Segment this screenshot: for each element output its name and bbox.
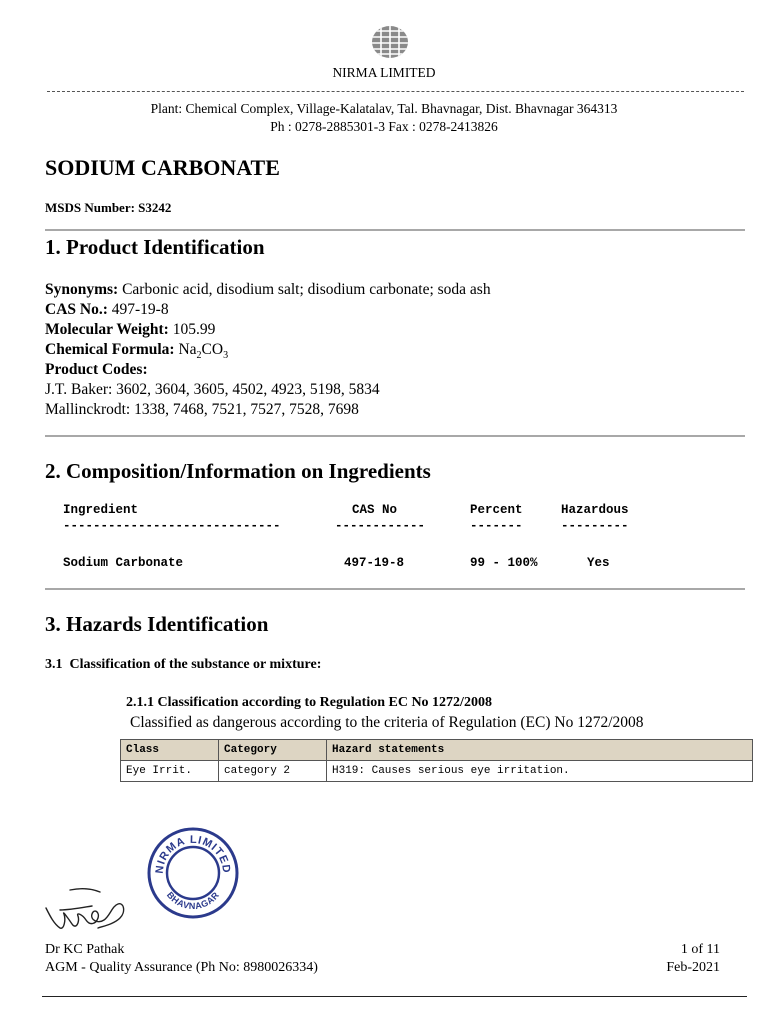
msds-number	[45, 200, 171, 216]
stamp-bottom-text: BHAVNAGAR	[164, 889, 222, 912]
signatory-name: Dr KC Pathak	[45, 942, 125, 957]
company-seal-stamp	[145, 825, 241, 921]
company-name: NIRMA LIMITED	[332, 65, 436, 80]
plant-phone: Ph : 0278-2885301-3 Fax : 0278-2413826	[270, 119, 498, 134]
molecular-weight-line	[45, 320, 215, 340]
product-codes-mallinckrodt: Mallinckrodt: 1338, 7468, 7521, 7527, 7528, 7698	[45, 401, 359, 418]
page-number: 1 of 11	[680, 942, 720, 957]
table-cell-hazard-statement: H319: Causes serious eye irritation.	[327, 761, 753, 782]
section-1-title: 1. Product Identification	[45, 235, 265, 259]
chemical-formula-value: $Na_2CO_3$	[178, 341, 229, 362]
plant-address: Plant: Chemical Complex, Village-Kalatalav, Tal. Bhavnagar, Dist. Bhavnagar 364313	[150, 101, 618, 116]
cas-line	[45, 300, 169, 320]
divider	[45, 229, 745, 231]
section-3-title: 3. Hazards Identification	[45, 612, 269, 636]
table-row	[121, 761, 753, 782]
ingredient-hazardous: Yes	[587, 556, 610, 570]
msds-label: MSDS Number:	[45, 200, 135, 215]
document-date: Feb-2021	[666, 960, 720, 975]
table-header-hazard-statements: Hazard statements	[327, 740, 753, 761]
ingredient-name: Sodium Carbonate	[63, 556, 184, 570]
product-codes-label: Product Codes:	[45, 361, 148, 378]
synonyms-label: Synonyms:	[45, 281, 119, 298]
header-divider	[47, 91, 744, 92]
table-header-row	[121, 740, 753, 761]
hazard-classification-table	[120, 739, 753, 782]
table-header-class: Class	[121, 740, 219, 761]
footer-divider	[42, 996, 747, 997]
molecular-weight-label: Molecular Weight:	[45, 321, 169, 338]
divider	[45, 588, 745, 590]
chemical-formula-label: Chemical Formula:	[45, 341, 175, 358]
subsection-2-1-1-title: 2.1.1 Classification according to Regulation EC No 1272/2008	[126, 695, 492, 710]
dash-row: ---------	[561, 519, 629, 533]
msds-value: S3242	[138, 200, 172, 215]
document-title: SODIUM CARBONATE	[45, 155, 280, 180]
svg-text:BHAVNAGAR	[165, 890, 221, 911]
dash-row: -------	[470, 519, 523, 533]
col-header-ingredient: Ingredient	[63, 503, 139, 517]
table-cell-category: category 2	[219, 761, 327, 782]
signatory-role: AGM - Quality Assurance (Ph No: 8980026334)	[45, 960, 318, 975]
subsection-3-1-title: 3.1 Classification of the substance or mixture:	[45, 657, 322, 672]
synonyms-line	[45, 280, 491, 300]
molecular-weight-value: 105.99	[172, 321, 216, 338]
cas-value: 497-19-8	[111, 301, 169, 318]
divider	[45, 435, 745, 437]
cas-label: CAS No.:	[45, 301, 108, 318]
table-cell-class: Eye Irrit.	[121, 761, 219, 782]
classification-text: Classified as dangerous according to the criteria of Regulation (EC) No 1272/2008	[130, 714, 644, 731]
signature	[40, 880, 135, 940]
globe-icon	[370, 23, 410, 61]
col-header-cas: CAS No	[352, 503, 398, 517]
product-codes-baker: J.T. Baker: 3602, 3604, 3605, 4502, 4923, 5198, 5834	[45, 381, 380, 398]
col-header-percent: Percent	[470, 503, 523, 517]
table-header-category: Category	[219, 740, 327, 761]
dash-row: -----------------------------	[63, 519, 281, 533]
ingredient-percent: 99 - 100%	[470, 556, 538, 570]
synonyms-value: Carbonic acid, disodium salt; disodium carbonate; soda ash	[122, 281, 491, 298]
stamp-top-text: NIRMA LIMITED	[153, 833, 233, 875]
ingredient-cas: 497-19-8	[344, 556, 405, 570]
dash-row: ------------	[335, 519, 426, 533]
company-logo	[370, 23, 410, 61]
section-2-title: 2. Composition/Information on Ingredients	[45, 459, 431, 483]
col-header-hazardous: Hazardous	[561, 503, 629, 517]
